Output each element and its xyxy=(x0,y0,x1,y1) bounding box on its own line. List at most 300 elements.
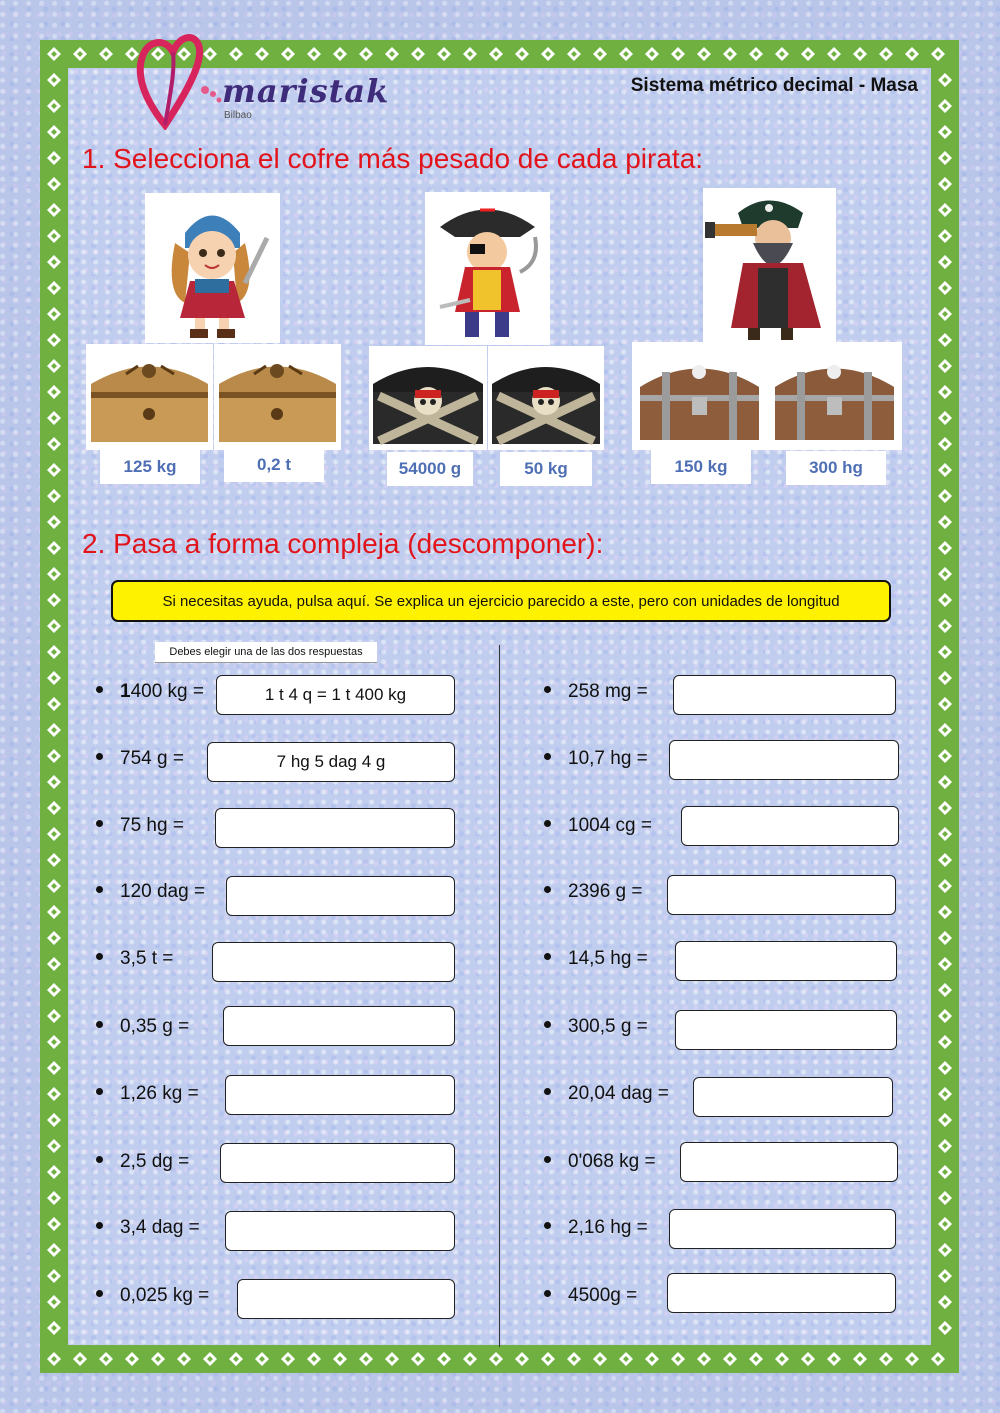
border-diamond-center xyxy=(942,545,948,551)
border-diamond xyxy=(307,1352,321,1366)
bullet-icon xyxy=(544,886,551,893)
border-diamond-center xyxy=(942,883,948,889)
border-diamond-center xyxy=(51,727,57,733)
border-diamond-center xyxy=(942,129,948,135)
border-diamond xyxy=(938,489,952,503)
chest-image-6[interactable] xyxy=(767,342,902,450)
border-diamond-center xyxy=(51,545,57,551)
border-diamond-center xyxy=(51,1299,57,1305)
border-diamond xyxy=(333,1352,347,1366)
border-diamond-center xyxy=(942,1247,948,1253)
border-diamond-center xyxy=(389,1356,395,1362)
label-text: 400 kg = xyxy=(130,681,204,702)
border-diamond-center xyxy=(545,1356,551,1362)
border-diamond xyxy=(938,931,952,945)
border-diamond xyxy=(938,203,952,217)
border-diamond-center xyxy=(942,1221,948,1227)
border-diamond-center xyxy=(649,51,655,57)
border-diamond xyxy=(47,1191,61,1205)
border-diamond xyxy=(463,47,477,61)
answer-field-l6[interactable] xyxy=(223,1006,455,1046)
answer-field-l4[interactable] xyxy=(226,876,455,916)
border-diamond-center xyxy=(51,701,57,707)
border-diamond xyxy=(567,47,581,61)
border-diamond-center xyxy=(779,1356,785,1362)
border-diamond xyxy=(47,333,61,347)
chest-option-5[interactable]: 150 kg xyxy=(651,450,751,484)
border-diamond xyxy=(47,1087,61,1101)
label-text: 1004 cg = xyxy=(568,815,652,836)
border-diamond-center xyxy=(51,1065,57,1071)
border-diamond xyxy=(723,1352,737,1366)
border-diamond-center xyxy=(883,51,889,57)
answer-field-l1[interactable]: 1 t 4 q = 1 t 400 kg xyxy=(216,675,455,715)
border-diamond-center xyxy=(942,701,948,707)
border-diamond xyxy=(938,385,952,399)
border-diamond xyxy=(47,47,61,61)
label-text: 10,7 hg = xyxy=(568,748,648,769)
border-diamond-center xyxy=(942,311,948,317)
border-diamond xyxy=(359,47,373,61)
border-diamond xyxy=(47,983,61,997)
border-diamond xyxy=(619,47,633,61)
pirate-spyglass-icon xyxy=(703,188,836,342)
border-diamond-center xyxy=(942,285,948,291)
border-diamond xyxy=(125,1352,139,1366)
border-diamond-center xyxy=(51,909,57,915)
label-bold-part: 1 xyxy=(120,681,131,702)
border-diamond xyxy=(47,1295,61,1309)
border-diamond xyxy=(47,307,61,321)
border-diamond-center xyxy=(51,363,57,369)
border-diamond-center xyxy=(597,51,603,57)
border-diamond xyxy=(411,1352,425,1366)
label-text: 1,26 kg = xyxy=(120,1083,199,1104)
border-diamond-center xyxy=(942,1273,948,1279)
border-diamond-center xyxy=(51,961,57,967)
border-diamond-center xyxy=(51,649,57,655)
border-diamond-center xyxy=(805,51,811,57)
border-diamond xyxy=(47,1139,61,1153)
border-diamond xyxy=(938,905,952,919)
border-diamond-center xyxy=(727,1356,733,1362)
border-diamond xyxy=(151,1352,165,1366)
exercise-label-l2 xyxy=(96,748,184,770)
border-diamond xyxy=(938,1269,952,1283)
border-diamond-center xyxy=(571,1356,577,1362)
answer-field-l7[interactable] xyxy=(225,1075,455,1115)
border-diamond xyxy=(47,515,61,529)
border-diamond-center xyxy=(51,129,57,135)
border-diamond-center xyxy=(942,441,948,447)
border-diamond-center xyxy=(942,1117,948,1123)
border-diamond xyxy=(879,1352,893,1366)
border-diamond xyxy=(359,1352,373,1366)
chest-image-5[interactable] xyxy=(632,342,767,450)
border-diamond xyxy=(47,1321,61,1335)
border-diamond xyxy=(47,125,61,139)
exercise-label-l6 xyxy=(96,1016,189,1038)
border-diamond-center xyxy=(311,51,317,57)
border-diamond xyxy=(73,47,87,61)
border-diamond xyxy=(385,1352,399,1366)
border-diamond-center xyxy=(909,1356,915,1362)
border-diamond-center xyxy=(51,181,57,187)
border-diamond-center xyxy=(51,1221,57,1227)
border-diamond-center xyxy=(942,207,948,213)
border-diamond-center xyxy=(51,207,57,213)
border-diamond xyxy=(938,775,952,789)
border-diamond xyxy=(801,47,815,61)
pirate-girl-image xyxy=(145,193,280,343)
border-diamond xyxy=(938,359,952,373)
border-diamond-center xyxy=(753,1356,759,1362)
border-diamond xyxy=(47,1061,61,1075)
border-diamond xyxy=(671,1352,685,1366)
border-diamond-center xyxy=(675,51,681,57)
border-diamond xyxy=(47,801,61,815)
exercise-label-l8 xyxy=(96,1151,189,1173)
pirate-captain-icon xyxy=(425,192,550,345)
border-diamond-center xyxy=(942,597,948,603)
label-text: 75 hg = xyxy=(120,815,184,836)
chest-image-2[interactable] xyxy=(214,344,341,450)
answer-field-r2[interactable] xyxy=(669,740,899,780)
border-diamond xyxy=(749,1352,763,1366)
border-diamond xyxy=(437,1352,451,1366)
border-diamond-center xyxy=(415,51,421,57)
border-diamond-center xyxy=(909,51,915,57)
bullet-icon xyxy=(544,1156,551,1163)
border-diamond-center xyxy=(942,1169,948,1175)
border-diamond xyxy=(47,359,61,373)
border-diamond xyxy=(938,1321,952,1335)
border-diamond-center xyxy=(467,51,473,57)
label-text: 20,04 dag = xyxy=(568,1083,669,1104)
answer-field-r9[interactable] xyxy=(669,1209,896,1249)
chest-image-1[interactable] xyxy=(86,344,213,450)
answer-field-r6[interactable] xyxy=(675,1010,897,1050)
border-diamond xyxy=(515,1352,529,1366)
border-diamond xyxy=(697,47,711,61)
border-diamond xyxy=(938,437,952,451)
border-diamond-center xyxy=(337,1356,343,1362)
border-diamond xyxy=(47,385,61,399)
border-diamond xyxy=(47,957,61,971)
border-diamond-center xyxy=(519,1356,525,1362)
border-diamond xyxy=(47,567,61,581)
answer-field-l3[interactable] xyxy=(215,808,455,848)
exercise-label-r1 xyxy=(544,681,648,703)
bullet-icon xyxy=(544,686,551,693)
border-diamond-center xyxy=(363,51,369,57)
border-diamond xyxy=(938,1087,952,1101)
border-diamond-center xyxy=(207,1356,213,1362)
answer-field-r7[interactable] xyxy=(693,1077,893,1117)
border-diamond xyxy=(255,1352,269,1366)
bullet-icon xyxy=(544,1021,551,1028)
border-diamond-center xyxy=(519,51,525,57)
border-diamond-center xyxy=(623,1356,629,1362)
label-text: 258 mg = xyxy=(568,681,648,702)
border-diamond-center xyxy=(51,1195,57,1201)
border-diamond xyxy=(255,47,269,61)
border-diamond-center xyxy=(441,51,447,57)
border-diamond xyxy=(938,645,952,659)
border-diamond-center xyxy=(51,1325,57,1331)
border-diamond xyxy=(938,255,952,269)
border-diamond xyxy=(938,1243,952,1257)
chest-option-2[interactable]: 0,2 t xyxy=(224,448,324,482)
chest-option-1[interactable]: 125 kg xyxy=(100,450,200,484)
bullet-icon xyxy=(96,686,103,693)
border-diamond xyxy=(938,567,952,581)
border-diamond-center xyxy=(493,51,499,57)
border-diamond-center xyxy=(51,337,57,343)
answer-field-r4[interactable] xyxy=(667,875,896,915)
border-diamond xyxy=(938,749,952,763)
border-diamond xyxy=(938,411,952,425)
border-diamond-center xyxy=(942,805,948,811)
border-diamond xyxy=(47,1035,61,1049)
border-diamond-center xyxy=(942,1039,948,1045)
border-diamond xyxy=(827,1352,841,1366)
border-diamond-center xyxy=(942,1143,948,1149)
border-diamond-center xyxy=(942,1195,948,1201)
border-diamond xyxy=(437,47,451,61)
border-diamond-center xyxy=(233,1356,239,1362)
border-diamond xyxy=(645,47,659,61)
border-diamond xyxy=(47,931,61,945)
border-diamond-center xyxy=(942,935,948,941)
border-diamond-center xyxy=(51,1013,57,1019)
bullet-icon xyxy=(96,1156,103,1163)
exercise-label-r3 xyxy=(544,815,652,837)
border-diamond-center xyxy=(942,389,948,395)
exercise-label-r8 xyxy=(544,1151,656,1173)
pirate-spyglass-image xyxy=(703,188,836,342)
border-diamond xyxy=(827,47,841,61)
border-diamond-center xyxy=(51,519,57,525)
answer-field-l5[interactable] xyxy=(212,942,455,982)
border-diamond xyxy=(938,723,952,737)
border-diamond-center xyxy=(571,51,577,57)
border-diamond xyxy=(567,1352,581,1366)
border-diamond xyxy=(47,1243,61,1257)
border-diamond-center xyxy=(597,1356,603,1362)
label-text: 2,16 hg = xyxy=(568,1217,648,1238)
border-diamond xyxy=(307,47,321,61)
border-diamond xyxy=(489,1352,503,1366)
border-diamond xyxy=(47,853,61,867)
border-diamond-center xyxy=(942,415,948,421)
border-diamond-center xyxy=(51,805,57,811)
exercise-label-l7 xyxy=(96,1083,199,1105)
border-diamond-center xyxy=(441,1356,447,1362)
border-diamond-center xyxy=(942,675,948,681)
bullet-icon xyxy=(96,820,103,827)
label-text: 300,5 g = xyxy=(568,1016,648,1037)
border-diamond xyxy=(47,1269,61,1283)
answer-field-r3[interactable] xyxy=(681,806,899,846)
exercise-label-r4 xyxy=(544,881,643,903)
border-diamond xyxy=(47,203,61,217)
border-diamond-center xyxy=(51,1039,57,1045)
border-diamond-center xyxy=(51,623,57,629)
border-diamond-center xyxy=(942,961,948,967)
label-text: 0'068 kg = xyxy=(568,1151,656,1172)
border-diamond-center xyxy=(129,1356,135,1362)
border-diamond xyxy=(938,1295,952,1309)
border-diamond xyxy=(229,47,243,61)
border-diamond xyxy=(99,1352,113,1366)
answer-field-l8[interactable] xyxy=(220,1143,455,1183)
border-diamond-center xyxy=(942,259,948,265)
border-diamond-center xyxy=(51,857,57,863)
exercise-label-r7 xyxy=(544,1083,669,1105)
column-divider xyxy=(499,645,500,1347)
exercise-label-r10 xyxy=(544,1285,637,1307)
border-diamond xyxy=(938,541,952,555)
border-diamond xyxy=(47,619,61,633)
answer-field-r8[interactable] xyxy=(680,1142,898,1182)
border-diamond xyxy=(938,125,952,139)
answer-field-r10[interactable] xyxy=(667,1273,896,1313)
border-diamond-center xyxy=(857,51,863,57)
border-diamond-center xyxy=(51,831,57,837)
pirate-girl-icon xyxy=(145,193,280,343)
border-diamond xyxy=(47,437,61,451)
border-diamond xyxy=(938,1113,952,1127)
border-diamond-center xyxy=(155,1356,161,1362)
help-button[interactable]: Si necesitas ayuda, pulsa aquí. Se explica un ejercicio parecido a este, pero con unidades de longitud xyxy=(111,580,891,622)
border-diamond-center xyxy=(103,51,109,57)
border-diamond xyxy=(938,463,952,477)
bullet-icon xyxy=(544,753,551,760)
border-diamond xyxy=(879,47,893,61)
border-diamond-center xyxy=(942,337,948,343)
answer-field-l10[interactable] xyxy=(237,1279,455,1319)
bullet-icon xyxy=(96,1290,103,1297)
chest-option-3[interactable]: 54000 g xyxy=(387,452,473,486)
border-diamond-center xyxy=(337,51,343,57)
answer-field-l2[interactable]: 7 hg 5 dag 4 g xyxy=(207,742,455,782)
border-diamond-center xyxy=(942,363,948,369)
exercise-label-r2 xyxy=(544,748,648,770)
border-diamond-center xyxy=(942,909,948,915)
exercise-label-l1 xyxy=(96,681,204,703)
border-diamond-center xyxy=(51,1117,57,1123)
label-text: 2,5 dg = xyxy=(120,1151,190,1172)
border-diamond-center xyxy=(942,571,948,577)
border-diamond-center xyxy=(51,285,57,291)
border-diamond xyxy=(47,1009,61,1023)
logo-subtitle: Bilbao xyxy=(224,110,252,121)
logo-text: maristak xyxy=(222,72,390,110)
border-diamond-center xyxy=(942,1065,948,1071)
exercise-label-l3 xyxy=(96,815,184,837)
border-diamond xyxy=(938,99,952,113)
border-diamond xyxy=(938,853,952,867)
label-text: 2396 g = xyxy=(568,881,643,902)
border-diamond-center xyxy=(701,1356,707,1362)
border-diamond-center xyxy=(285,51,291,57)
border-diamond-center xyxy=(942,1091,948,1097)
chest-image-4[interactable] xyxy=(488,346,604,450)
border-diamond-center xyxy=(311,1356,317,1362)
border-diamond-center xyxy=(51,571,57,577)
border-diamond-center xyxy=(51,1091,57,1097)
bullet-icon xyxy=(96,1021,103,1028)
border-diamond-center xyxy=(103,1356,109,1362)
border-diamond xyxy=(203,1352,217,1366)
border-diamond-center xyxy=(493,1356,499,1362)
border-diamond-center xyxy=(51,1356,57,1362)
border-diamond-center xyxy=(51,1273,57,1279)
border-diamond-center xyxy=(623,51,629,57)
answer-field-l9[interactable] xyxy=(225,1211,455,1251)
border-diamond-center xyxy=(942,1299,948,1305)
border-diamond xyxy=(775,1352,789,1366)
border-diamond xyxy=(47,489,61,503)
border-diamond-center xyxy=(675,1356,681,1362)
border-diamond-center xyxy=(805,1356,811,1362)
border-diamond xyxy=(938,333,952,347)
label-text: 0,025 kg = xyxy=(120,1285,210,1306)
border-diamond-center xyxy=(51,753,57,759)
border-diamond-center xyxy=(942,1325,948,1331)
border-diamond-center xyxy=(857,1356,863,1362)
border-diamond-center xyxy=(935,51,941,57)
exercise-label-r5 xyxy=(544,948,648,970)
border-diamond xyxy=(645,1352,659,1366)
border-diamond xyxy=(229,1352,243,1366)
border-diamond xyxy=(938,1217,952,1231)
border-diamond xyxy=(47,827,61,841)
border-diamond xyxy=(671,47,685,61)
border-diamond xyxy=(938,1061,952,1075)
border-diamond xyxy=(938,281,952,295)
bullet-icon xyxy=(96,953,103,960)
border-diamond-center xyxy=(942,831,948,837)
border-diamond-center xyxy=(51,311,57,317)
answer-field-r1[interactable] xyxy=(673,675,896,715)
label-text: 3,4 dag = xyxy=(120,1217,200,1238)
border-diamond xyxy=(47,723,61,737)
border-diamond-center xyxy=(285,1356,291,1362)
border-diamond-center xyxy=(77,1356,83,1362)
label-text: 754 g = xyxy=(120,748,184,769)
chest-option-6[interactable]: 300 hg xyxy=(786,451,886,485)
border-diamond-center xyxy=(942,519,948,525)
border-diamond xyxy=(938,827,952,841)
border-diamond xyxy=(905,47,919,61)
border-diamond-center xyxy=(883,1356,889,1362)
border-diamond xyxy=(411,47,425,61)
answer-field-r5[interactable] xyxy=(675,941,897,981)
border-diamond xyxy=(938,515,952,529)
border-diamond xyxy=(938,879,952,893)
border-diamond-center xyxy=(51,1169,57,1175)
border-diamond xyxy=(593,1352,607,1366)
border-diamond-center xyxy=(51,389,57,395)
border-diamond xyxy=(853,47,867,61)
chest-image-3[interactable] xyxy=(369,346,487,450)
border-diamond xyxy=(938,801,952,815)
border-diamond xyxy=(938,73,952,87)
chest-option-4[interactable]: 50 kg xyxy=(500,452,592,486)
border-diamond-center xyxy=(831,1356,837,1362)
